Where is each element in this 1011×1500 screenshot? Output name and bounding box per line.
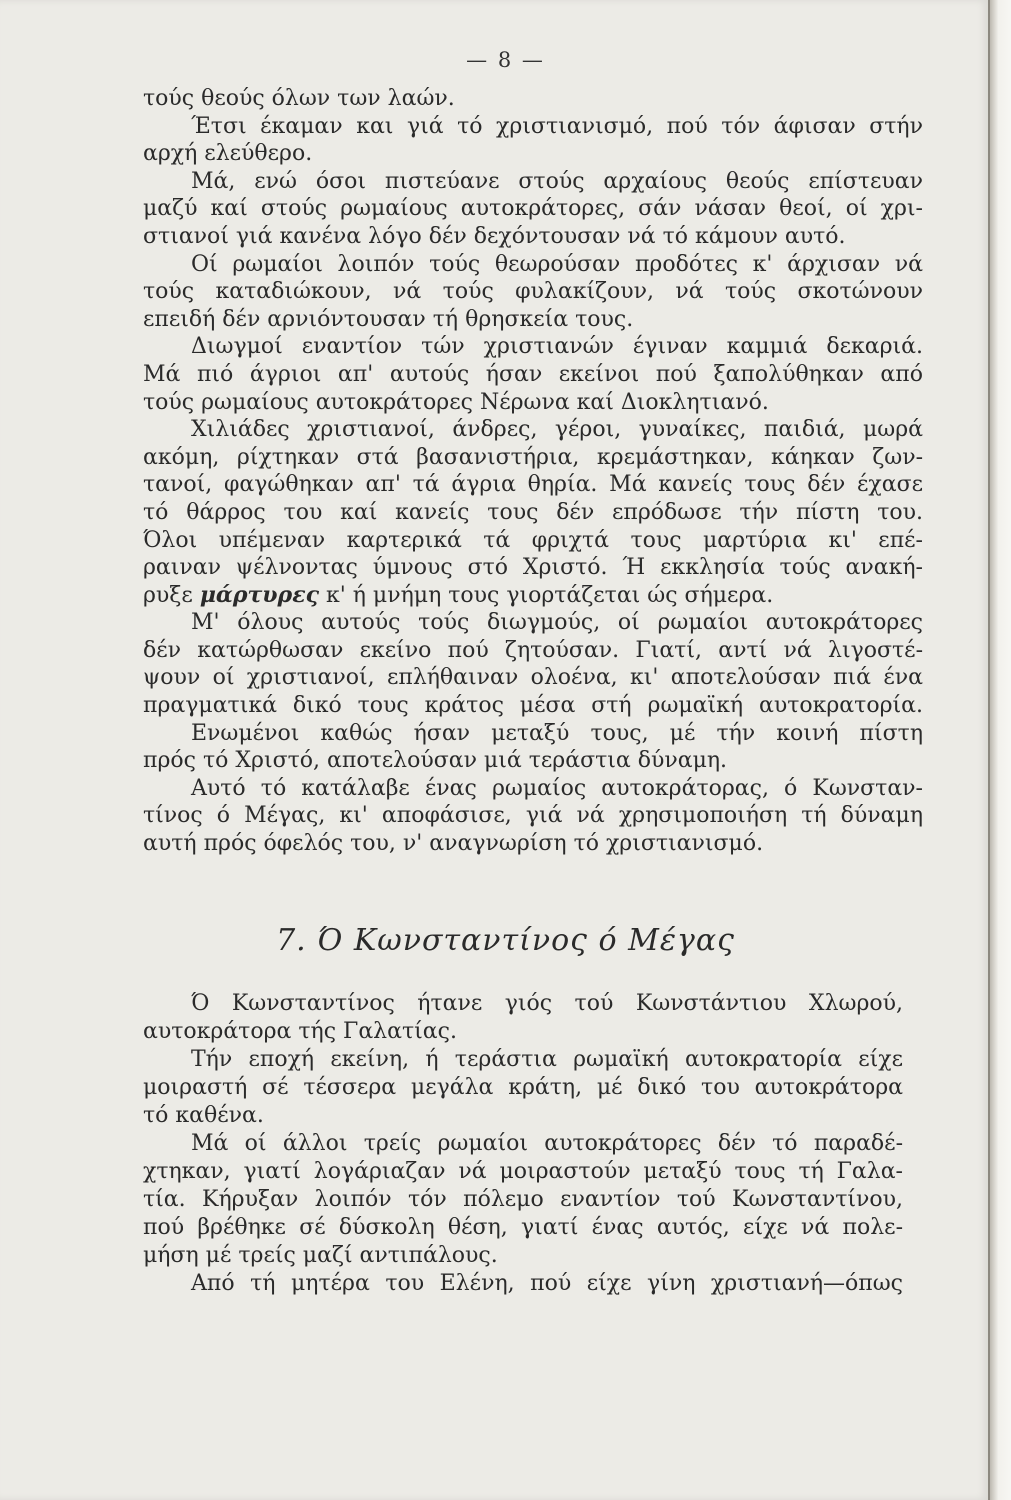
body-line: πραγματικά δικό τους κράτος μέσα στή ρωμαϊκή αυτοκρατορία.	[143, 693, 923, 719]
section-line: Μά οί άλλοι τρείς ρωμαίοι αυτοκράτορες δέν τό παραδέ-	[191, 1131, 903, 1156]
section-line: χτηκαν, γιατί λογάριαζαν νά μοιραστούν μεταξύ τους τή Γαλα-	[143, 1159, 903, 1184]
body-line: τίνος ό Μέγας, κι' αποφάσισε, γιά νά χρησιμοποιήση τή δύναμη	[143, 803, 923, 829]
body-line: τό θάρρος του καί κανείς τους δέν επρόδωσε τήν πίστη του.	[143, 499, 923, 525]
body-line: Διωγμοί εναντίον τών χριστιανών έγιναν καμμιά δεκαριά.	[191, 334, 923, 360]
body-line: επειδή δέν αρνιόντουσαν τή θρησκεία τους.	[143, 306, 634, 332]
section-body-text	[143, 990, 903, 1298]
body-line: πρός τό Χριστό, αποτελούσαν μιά τεράστια δύναμη.	[143, 748, 728, 774]
section-line: αυτοκράτορα τής Γαλατίας.	[143, 1019, 457, 1044]
section-line: Από τή μητέρα του Ελένη, πού είχε γίνη χριστιανή—όπως	[191, 1271, 903, 1296]
body-line: μαζύ καί στούς ρωμαίους αυτοκράτορες, σάν νάσαν θεοί, οί χρι-	[143, 196, 923, 222]
body-line: Οί ρωμαίοι λοιπόν τούς θεωρούσαν προδότες κ' άρχισαν νά	[191, 251, 923, 277]
body-line	[143, 582, 923, 610]
section-line: τό καθένα.	[143, 1103, 264, 1128]
body-line: Μά πιό άγριοι απ' αυτούς ήσαν εκείνοι πού ξαπολύθηκαν από	[143, 361, 923, 387]
section-line: Τήν εποχή εκείνη, ή τεράστια ρωμαϊκή αυτοκρατορία είχε	[191, 1047, 903, 1072]
section-line: μοιραστή σέ τέσσερα μεγάλα κράτη, μέ δικό του αυτοκράτορα	[143, 1075, 903, 1100]
section-line: Ό Κωνσταντίνος ήτανε γιός τού Κωνστάντιου Χλωρού,	[191, 991, 903, 1016]
body-line: αρχή ελεύθερο.	[143, 141, 313, 167]
body-line: τούς ρωμαίους αυτοκράτορες Νέρωνα καί Διοκλητιανό.	[143, 389, 769, 415]
section-line: μήση μέ τρείς μαζί αντιπάλους.	[143, 1243, 498, 1268]
body-text	[143, 85, 923, 858]
line-text: ρυξε	[143, 582, 200, 608]
page-number: — 8 —	[466, 48, 545, 72]
body-line: Αυτό τό κατάλαβε ένας ρωμαίος αυτοκράτορας, ό Κωνσταν-	[191, 775, 923, 801]
body-line: ψουν οί χριστιανοί, επλήθαιναν ολοένα, κι' αποτελούσαν πιά ένα	[143, 665, 923, 691]
body-line: δέν κατώρθωσαν εκείνο πού ζητούσαν. Γιατί, αντί νά λιγοστέ-	[143, 637, 923, 663]
body-line: Χιλιάδες χριστιανοί, άνδρες, γέροι, γυναίκες, παιδιά, μωρά	[191, 417, 923, 443]
body-line: τανοί, φαγώθηκαν απ' τά άγρια θηρία. Μά κανείς τους δέν έχασε	[143, 472, 923, 498]
line-text: κ' ή μνήμη τους γιορτάζεται ώς σήμερα.	[318, 582, 774, 608]
body-line: στιανοί γιά κανένα λόγο δέν δεχόντουσαν νά τό κάμουν αυτό.	[143, 223, 846, 249]
body-line: αυτή πρός όφελός του, ν' αναγνωρίση τό χριστιανισμό.	[143, 831, 764, 857]
section-heading: 7. Ό Κωνσταντίνος ό Μέγας	[276, 923, 735, 958]
body-line: Μά, ενώ όσοι πιστεύανε στούς αρχαίους θεούς επίστευαν	[191, 168, 923, 194]
emphasized-word: μάρτυρες	[199, 581, 319, 608]
body-line: τούς καταδιώκουν, νά τούς φυλακίζουν, νά τούς σκοτώνουν	[143, 279, 923, 305]
body-line: τούς θεούς όλων των λαών.	[143, 86, 455, 111]
body-line: ραιναν ψέλνοντας ύμνους στό Χριστό. Ή εκκλησία τούς ανακή-	[143, 555, 923, 581]
body-line: Όλοι υπέμεναν καρτερικά τά φριχτά τους μαρτύρια κι' επέ-	[143, 527, 923, 553]
body-line: Έτσι έκαμαν και γιά τό χριστιανισμό, πού τόν άφισαν στήν	[191, 113, 923, 139]
body-line: Μ' όλους αυτούς τούς διωγμούς, οί ρωμαίοι αυτοκράτορες	[191, 610, 923, 636]
section-line: τία. Κήρυξαν λοιπόν τόν πόλεμο εναντίον τού Κωνσταντίνου,	[143, 1187, 903, 1212]
body-line: Ενωμένοι καθώς ήσαν μεταξύ τους, μέ τήν κοινή πίστη	[191, 720, 923, 746]
body-line: ακόμη, ρίχτηκαν στά βασανιστήρια, κρεμάστηκαν, κάηκαν ζων-	[143, 444, 923, 470]
page-edge	[990, 0, 1011, 1500]
section-line: πού βρέθηκε σέ δύσκολη θέση, γιατί ένας αυτός, είχε νά πολε-	[143, 1215, 903, 1240]
